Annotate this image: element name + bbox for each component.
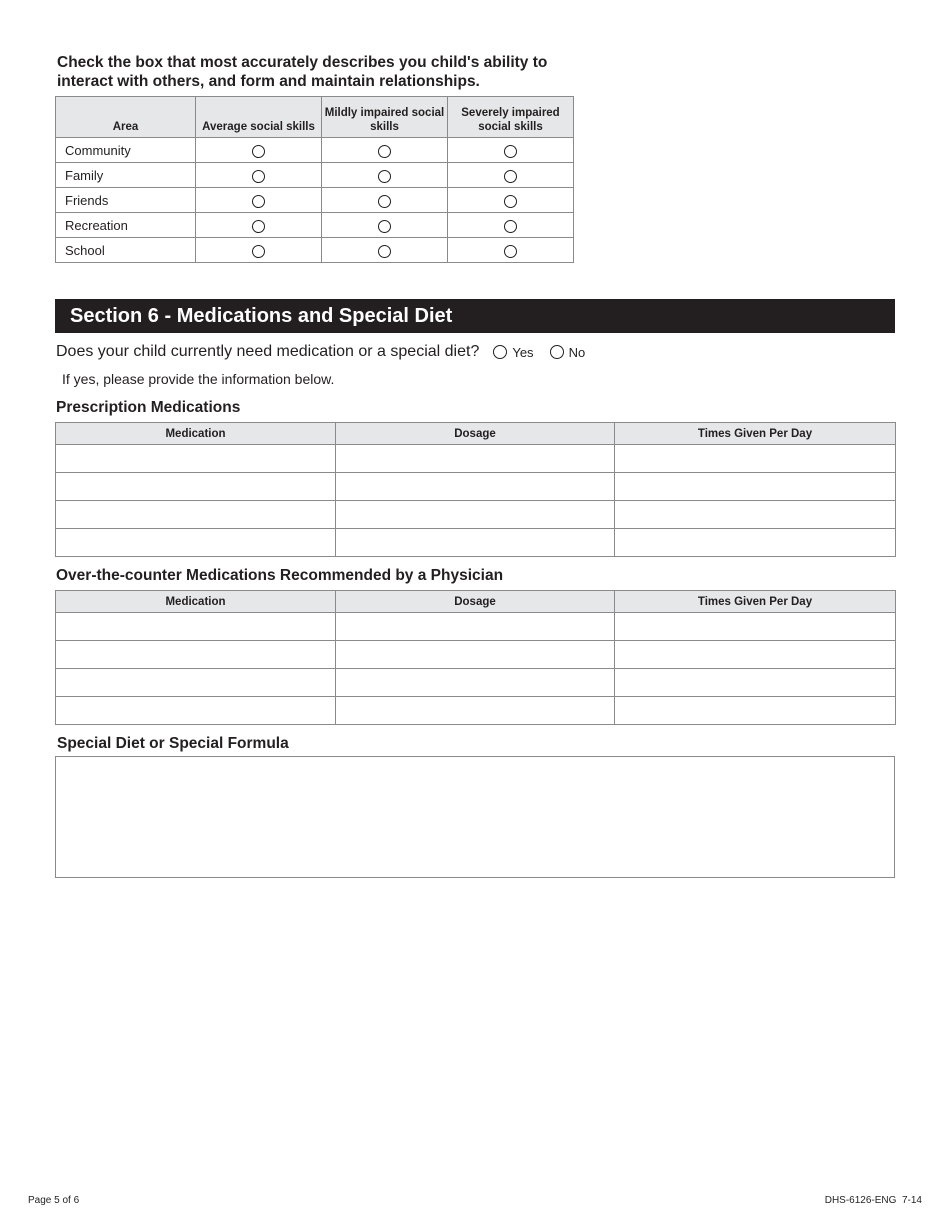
no-radio[interactable] (550, 345, 564, 359)
family-severe-radio[interactable] (504, 170, 517, 183)
medication-question (56, 343, 601, 361)
table-row (56, 501, 896, 529)
medication-question-text: Does your child currently need medication or a special diet? (56, 343, 480, 360)
no-label: No (568, 344, 586, 360)
recreation-average-radio[interactable] (252, 220, 265, 233)
header-area: Area (56, 97, 196, 138)
otc-heading: Over-the-counter Medications Recommended by a Physician (56, 567, 504, 584)
dosage-cell[interactable] (336, 697, 615, 725)
family-mild-radio[interactable] (378, 170, 391, 183)
dosage-cell[interactable] (336, 473, 615, 501)
table-row (56, 138, 574, 163)
medication-cell[interactable] (56, 501, 336, 529)
table-row (56, 613, 896, 641)
yes-radio[interactable] (493, 345, 507, 359)
school-severe-radio[interactable] (504, 245, 517, 258)
otc-header-medication: Medication (56, 591, 336, 613)
table-row (56, 697, 896, 725)
if-yes-instruction: If yes, please provide the information below. (62, 371, 335, 387)
area-school: School (56, 238, 196, 263)
friends-average-radio[interactable] (252, 195, 265, 208)
table-row (56, 238, 574, 263)
diet-heading: Special Diet or Special Formula (57, 735, 289, 752)
no-option[interactable] (550, 345, 586, 360)
medication-cell[interactable] (56, 473, 336, 501)
area-friends: Friends (56, 188, 196, 213)
medication-cell[interactable] (56, 445, 336, 473)
header-average: Average social skills (196, 97, 322, 138)
prescription-table (55, 422, 896, 557)
table-row (56, 529, 896, 557)
times-cell[interactable] (615, 669, 896, 697)
table-row (56, 473, 896, 501)
special-diet-textarea[interactable] (55, 756, 895, 878)
form-id: DHS-6126-ENG 7-14 (824, 1195, 922, 1206)
dosage-cell[interactable] (336, 501, 615, 529)
area-community: Community (56, 138, 196, 163)
otc-table (55, 590, 896, 725)
times-cell[interactable] (615, 501, 896, 529)
times-cell[interactable] (615, 641, 896, 669)
prescription-header-times: Times Given Per Day (615, 423, 896, 445)
times-cell[interactable] (615, 697, 896, 725)
social-skills-table (55, 96, 574, 263)
times-cell[interactable] (615, 445, 896, 473)
table-row (56, 163, 574, 188)
medication-cell[interactable] (56, 697, 336, 725)
recreation-mild-radio[interactable] (378, 220, 391, 233)
prescription-header-medication: Medication (56, 423, 336, 445)
friends-mild-radio[interactable] (378, 195, 391, 208)
community-average-radio[interactable] (252, 145, 265, 158)
dosage-cell[interactable] (336, 613, 615, 641)
school-average-radio[interactable] (252, 245, 265, 258)
table-row (56, 213, 574, 238)
times-cell[interactable] (615, 473, 896, 501)
dosage-cell[interactable] (336, 641, 615, 669)
prescription-header-dosage: Dosage (336, 423, 615, 445)
medication-cell[interactable] (56, 613, 336, 641)
community-mild-radio[interactable] (378, 145, 391, 158)
header-mildly-impaired: Mildly impaired social skills (322, 97, 448, 138)
table-row (56, 669, 896, 697)
page-number: Page 5 of 6 (28, 1195, 80, 1206)
area-recreation: Recreation (56, 213, 196, 238)
dosage-cell[interactable] (336, 529, 615, 557)
otc-header-dosage: Dosage (336, 591, 615, 613)
times-cell[interactable] (615, 529, 896, 557)
medication-cell[interactable] (56, 669, 336, 697)
section-6-header: Section 6 - Medications and Special Diet (55, 299, 895, 333)
times-cell[interactable] (615, 613, 896, 641)
area-family: Family (56, 163, 196, 188)
family-average-radio[interactable] (252, 170, 265, 183)
recreation-severe-radio[interactable] (504, 220, 517, 233)
dosage-cell[interactable] (336, 669, 615, 697)
social-skills-instruction: Check the box that most accurately describes you child's ability to interact with others, and form and maintain relationships. (57, 54, 548, 90)
medication-cell[interactable] (56, 529, 336, 557)
dosage-cell[interactable] (336, 445, 615, 473)
community-severe-radio[interactable] (504, 145, 517, 158)
yes-option[interactable] (493, 345, 533, 360)
school-mild-radio[interactable] (378, 245, 391, 258)
table-row (56, 188, 574, 213)
header-severely-impaired: Severely impaired social skills (448, 97, 574, 138)
table-row (56, 641, 896, 669)
prescription-heading: Prescription Medications (56, 399, 241, 416)
table-row (56, 445, 896, 473)
friends-severe-radio[interactable] (504, 195, 517, 208)
otc-header-times: Times Given Per Day (615, 591, 896, 613)
medication-cell[interactable] (56, 641, 336, 669)
yes-label: Yes (512, 344, 534, 360)
